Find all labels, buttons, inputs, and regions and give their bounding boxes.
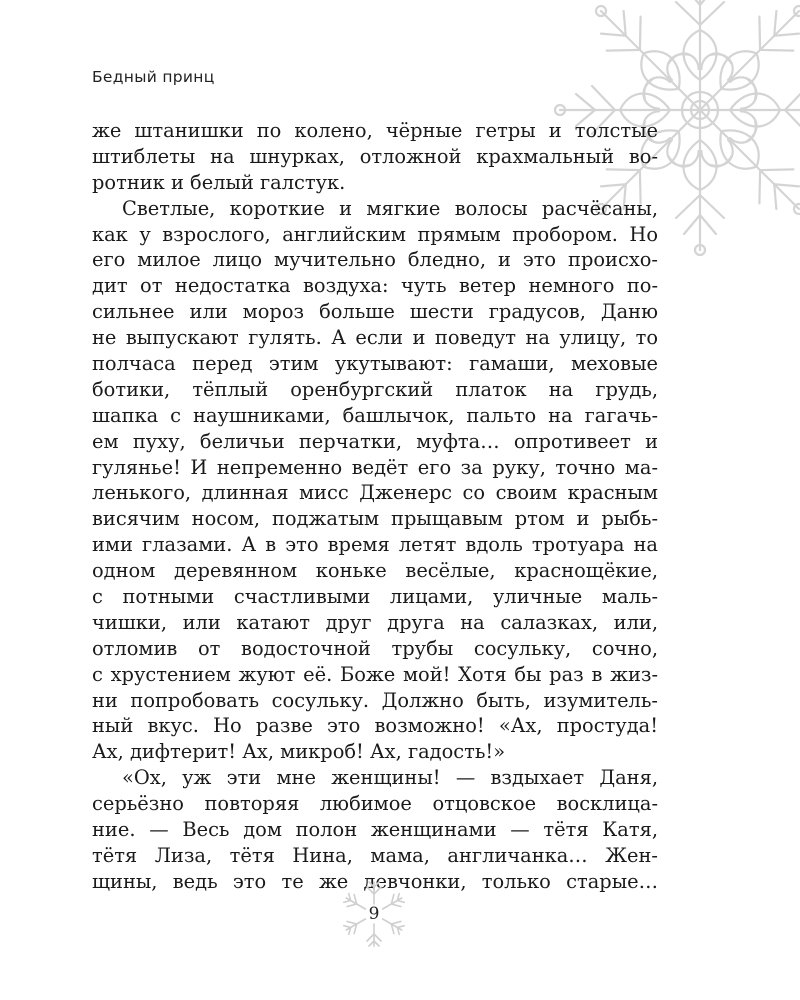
text-line: щины, ведь это те же девчонки, только старые… [92,869,658,893]
text-line: ленького, длинная мисс Дженерс со своим красным [92,481,658,505]
text-line: его милое лицо мучительно бледно, и это происхо- [92,248,658,272]
text-line: ный вкус. Но разве это возможно! «Ах, простуда! [92,714,658,738]
text-line: как у взрослого, английским прямым пробором. Но [92,222,658,246]
text-line: Ах, дифтерит! Ах, микроб! Ах, гадость!» [92,740,506,764]
page-folio [338,878,410,950]
text-line: с хрустением жуют её. Боже мой! Хотя бы раз в жиз- [92,662,658,686]
text-line: гулянье! И непременно ведёт его за руку, точно ма- [92,455,658,479]
text-line: дит от недостатка воздуха: чуть ветер немного по- [92,274,658,298]
text-line: штиблеты на шнурках, отложной крахмальный во- [92,144,658,168]
text-line: ем пуху, беличьи перчатки, муфта… опротивеет и [92,429,658,453]
text-line: висячим носом, поджатым прыщавым ртом и рыбь- [92,507,658,531]
text-line: же штанишки по колено, чёрные гетры и толстые [92,119,658,142]
text-line: полчаса перед этим укутывают: гамаши, меховые [92,352,658,376]
text-line: отломив от водосточной трубы сосульку, сочно, [92,636,658,660]
text-line: ротник и белый галстук. [92,170,346,194]
text-line: ботики, тёплый оренбургский платок на грудь, [92,377,658,401]
text-line: ние. — Весь дом полон женщинами — тётя Катя, [92,818,658,842]
text-line: Светлые, короткие и мягкие волосы расчёсаны, [122,196,658,220]
text-line: одном деревянном коньке весёлые, краснощёкие, [92,559,658,583]
text-line: серьёзно повторяя любимое отцовское восклица- [92,792,658,816]
text-line: с потными счастливыми лицами, уличные маль- [92,585,658,609]
body-text [92,118,658,895]
text-line: «Ох, уж эти мне женщины! — вздыхает Даня, [122,766,658,790]
text-line: шапка с наушниками, башлычок, пальто на гагачь- [92,403,658,427]
running-head: Бедный принц [92,68,215,86]
text-line: сильнее или мороз больше шести градусов, Даню [92,300,658,324]
text-line: чишки, или катают друг друга на салазках, или, [92,610,658,634]
text-line: тётя Лиза, тётя Нина, мама, англичанка… Жен- [92,843,658,867]
page-number: 9 [368,904,380,924]
text-line: ни попробовать сосульку. Должно быть, изумитель- [92,688,658,712]
text-line: ими глазами. А в это время летят вдоль тротуара на [92,533,658,557]
text-line: не выпускают гулять. А если и поведут на улицу, то [92,326,658,350]
